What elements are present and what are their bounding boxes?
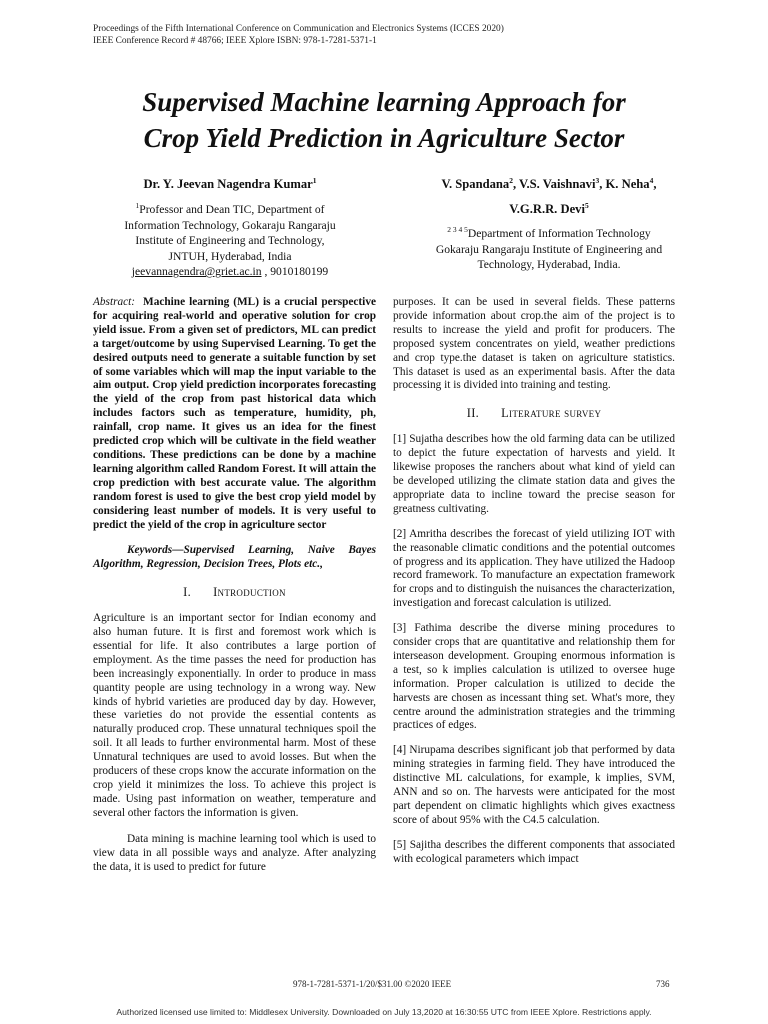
abstract <box>93 296 376 532</box>
affiliation-line: $^{2 3 4 5}$Department of Information Technology <box>447 225 651 241</box>
download-notice: Authorized licensed use limited to: Middlesex University. Downloaded on July 13,2020 at 16:30:55 UTC from IEEE Xplore. Restrictions apply. <box>116 1007 652 1017</box>
author-block-right <box>398 172 700 273</box>
author-block-left <box>96 172 364 280</box>
contact-line: jeevannagendra@griet.ac.in , 9010180199 <box>131 265 329 279</box>
isbn-line: IEEE Conference Record # 48766; IEEE Xplore ISBN: 978-1-7281-5371-1 <box>93 36 377 46</box>
author-names: V.G.R.R. Devi$^5$ <box>509 201 589 217</box>
paper-title <box>40 84 728 156</box>
abstract-text: Machine learning (ML) is a crucial perspective for acquiring real-world and operative solution for crop yield issue. From a given set of predictors, ML can predict a target/outcome by using Supervised Learning. To get the desired outputs need to generate a suitable function by set of some variables which will map the input variable to the aim output. Crop yield prediction incorporates forecasting the yield of the crop from past historical data which includes factors such as temperature, humidity, ph, rainfall, crop name. It gives us an idea for the finest predicted crop which will be cultivate in the field weather conditions. These predictions can be done by a machine learning algorithm called Random Forest. It will attain the crop prediction with best accurate value. The algorithm random forest is used to give the best crop yield model by considering least number of models. It is very useful to predict the yield of the crop in agriculture sector <box>93 296 376 531</box>
title-line-2: Crop Yield Prediction in Agriculture Sector <box>143 123 625 153</box>
paragraph: Data mining is machine learning tool which is used to view data in all possible ways and analyze. After analyzing the data, it is used to predict for future <box>93 832 376 873</box>
literature-item: [1] Sujatha describes how the old farming data can be utilized to depict the future expectation of harvests and yield. It likewise proposes the ranchers about what kind of yield can be developed utilizing the climate station data and gives the appropriate data to incline toward the precise season for greatness cultivating. <box>393 433 675 515</box>
literature-item: [3] Fathima describe the diverse mining procedures to consider crops that are quantitative and relationship them for interseason development. Grouping enormous information is a test, so k implies calculation is utilized to oversee huge information. Proper calculation is utilized to decide the harvests are chosen as incessant thing set. What's more, they centre around the administration strategies and the trimming practices of edges. <box>393 622 675 732</box>
literature-item: [4] Nirupama describes significant job that performed by data mining strategies in farming field. They have introduced the distinctive ML calculations, for example, k implies, SVM, ANN and so on. The harvests were anticipated for the most part dependent on climatic highlights which gives exactness score of about 95% with the C4.5 calculation. <box>393 744 675 826</box>
copyright-code: 978-1-7281-5371-1/20/$31.00 ©2020 IEEE <box>293 979 452 989</box>
author-names: V. Spandana$^2$, V.S. Vaishnavi$^3$, K. Neha$^4$, <box>441 176 657 192</box>
paragraph: Agriculture is an important sector for Indian economy and also human future. It is first and foremost work which is essential for life. It also contributes a large portion of employment. As the time passes the need for production has been increasingly exponentially. In order to produce in mass quantity people are using technology in a wrong way. New kinds of hybrid varieties are produced day by day. However, these varieties do not provide the essential contents as naturally produced crop. These unnatural techniques spoil the soil. It all leads to further environmental harm. Most of these Unnatural techniques are used to avoid losses. But when the producers of these crops know the accurate information on the crop yield it minimizes the loss. To achieve this project is made. Using past information on weather, temperature and several other factors the information is given. <box>93 612 376 819</box>
section-heading: I. Introduction <box>183 585 286 600</box>
affiliation-line: Gokaraju Rangaraju Institute of Engineering and <box>435 242 663 256</box>
right-column <box>393 296 675 875</box>
affiliation-line: Information Technology, Gokaraju Rangaraju <box>124 218 336 232</box>
literature-item: [2] Amritha describes the forecast of yield utilizing IOT with the reasonable climatic conditions and the potential outcomes of progress and its application. They have utilized the Hadoop record framework. To manufacture an expectation framework for crops and to distinguish the nuisances the characterization, investigation and forecast calculation is utilized. <box>393 527 675 610</box>
email-link[interactable]: jeevannagendra@griet.ac.in <box>131 265 262 279</box>
section-heading: II. Literature survey <box>466 406 602 421</box>
literature-item: [5] Sajitha describes the different components that associated with ecological parameters which impact <box>393 838 675 865</box>
affiliation-line: Institute of Engineering and Technology, <box>135 234 325 248</box>
page-number: 736 <box>656 979 670 989</box>
affiliation-line: Technology, Hyderabad, India. <box>477 258 621 272</box>
conference-line: Proceedings of the Fifth International Conference on Communication and Electronics Systems (ICCES 2020) <box>93 24 504 34</box>
left-column <box>93 296 376 882</box>
affiliation-line: JNTUH, Hyderabad, India <box>168 249 292 263</box>
abstract-label: Abstract: <box>93 296 136 308</box>
author-name: Dr. Y. Jeevan Nagendra Kumar$^1$ <box>143 176 317 192</box>
keywords: Keywords—Supervised Learning, Naive Bayes Algorithm, Regression, Decision Trees, Plots etc., <box>93 544 376 571</box>
affiliation-line: $^1$Professor and Dean TIC, Department of <box>135 201 325 217</box>
running-header <box>93 23 504 47</box>
title-line-1: Supervised Machine learning Approach for <box>142 87 626 117</box>
paragraph: purposes. It can be used in several fields. These patterns provide information about crop.the aim of the project is to results to increase the yield and profit for producers. The proposed system concentrates on yield, weather predictions and crop type.the dataset is taken on agriculture statistics. This dataset is used as an experimental basis. After the data processing it is divided into training and testing. <box>393 296 675 392</box>
